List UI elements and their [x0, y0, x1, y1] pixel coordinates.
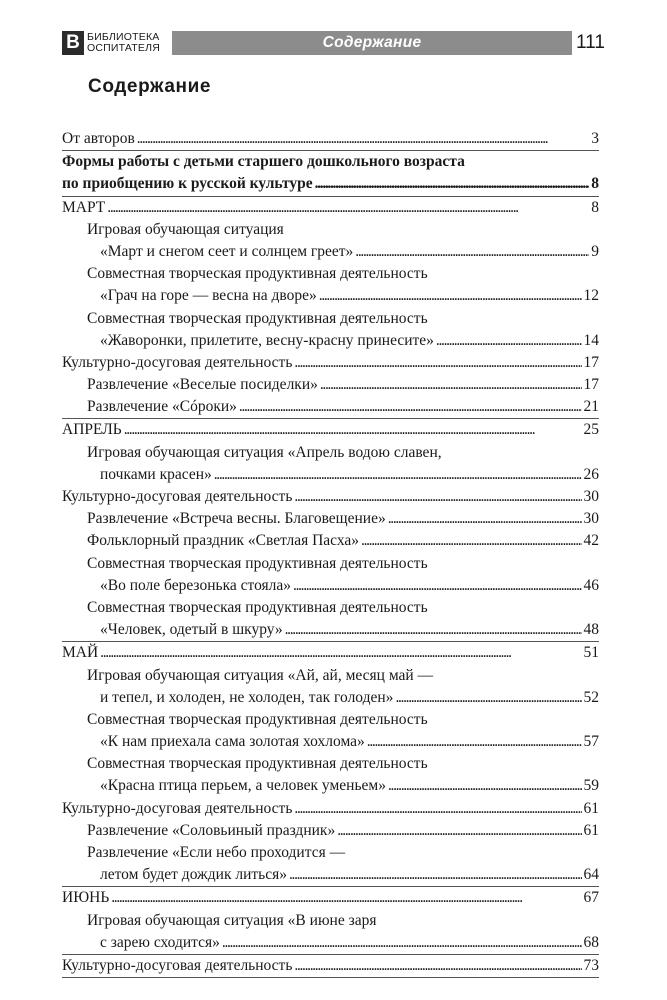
toc-group	[62, 197, 599, 420]
toc-entry-title: Игровая обучающая ситуация «Ай, ай, месяц май —	[87, 666, 434, 684]
toc-entry[interactable]	[62, 597, 599, 619]
toc-entry-title: «Жаворонки, прилетите, весну-красну принесите»	[100, 331, 434, 349]
toc-entry-title: Развлечение «Встреча весны. Благовещение»	[87, 510, 386, 528]
toc-entry[interactable]	[62, 842, 599, 864]
toc-entry-title: Игровая обучающая ситуация «В июне заря	[87, 911, 377, 929]
running-header	[62, 31, 607, 55]
toc-entry-title: «Во поле березонька стояла»	[100, 576, 292, 594]
toc-entry[interactable]	[62, 775, 599, 797]
toc-entry[interactable]	[62, 486, 599, 508]
dot-leader	[315, 173, 590, 195]
toc-entry[interactable]	[62, 173, 599, 195]
toc-entry[interactable]	[62, 464, 599, 486]
toc-entry-title: Совместная творческая продуктивная деятельность	[87, 598, 428, 616]
series-logo	[62, 31, 172, 55]
toc-entry-title: Культурно-досуговая деятельность	[62, 799, 293, 817]
toc-entry[interactable]	[62, 419, 599, 441]
dot-leader	[367, 731, 582, 753]
toc-entry-page: 57	[583, 733, 599, 751]
toc-entry-title: по приобщению к русской культуре	[62, 175, 313, 193]
toc-entry[interactable]	[62, 285, 599, 307]
dot-leader	[337, 820, 581, 842]
toc-entry-title: Фольклорный праздник «Светлая Пасха»	[87, 532, 360, 550]
section-title: Содержание	[322, 34, 422, 51]
toc-entry-title: АПРЕЛЬ	[62, 421, 122, 439]
toc-entry[interactable]	[62, 442, 599, 464]
toc-entry-title: Культурно-досуговая деятельность	[62, 956, 293, 974]
toc-group	[62, 128, 599, 151]
toc-entry-title: и тепел, и холоден, не холоден, так голоден»	[100, 688, 394, 706]
toc-group	[62, 419, 599, 642]
dot-leader	[388, 508, 582, 530]
toc-entry-title: МАЙ	[62, 644, 99, 662]
dot-leader	[285, 619, 582, 641]
toc-entry[interactable]	[62, 687, 599, 709]
toc-entry-title: Совместная творческая продуктивная деятельность	[87, 554, 428, 572]
toc-entry[interactable]	[62, 887, 599, 909]
toc-entry-title: «Март и снегом сеет и солнцем греет»	[100, 242, 354, 260]
toc-entry[interactable]	[62, 197, 599, 219]
toc-entry-title: почками красен»	[100, 465, 212, 483]
toc-entry-title: «К нам приехала сама золотая хохлома»	[100, 733, 365, 751]
toc-entry[interactable]	[62, 731, 599, 753]
toc-entry[interactable]	[62, 508, 599, 530]
toc-entry-page: 14	[583, 331, 599, 349]
toc-entry-page: 26	[583, 465, 599, 483]
toc-entry[interactable]	[62, 330, 599, 352]
logo-letter: B	[62, 31, 84, 55]
toc-group	[62, 151, 599, 196]
toc-entry-page: 17	[583, 353, 599, 371]
toc-entry[interactable]	[62, 864, 599, 886]
dot-leader	[294, 486, 581, 508]
toc-group	[62, 955, 599, 978]
toc-entry[interactable]	[62, 932, 599, 954]
toc-entry[interactable]	[62, 820, 599, 842]
dot-leader	[294, 955, 581, 977]
toc-entry[interactable]	[62, 709, 599, 731]
toc-entry-title: Совместная творческая продуктивная деятельность	[87, 265, 428, 283]
toc-entry-title: От авторов	[62, 130, 135, 147]
toc-entry-title: «Грач на горе — весна на дворе»	[100, 287, 317, 305]
toc-entry-page: 8	[591, 175, 599, 193]
toc-entry[interactable]	[62, 798, 599, 820]
table-of-contents	[62, 128, 599, 978]
toc-entry-title: Культурно-досуговая деятельность	[62, 488, 293, 505]
toc-entry[interactable]	[62, 530, 599, 552]
toc-entry-title: МАРТ	[62, 198, 106, 216]
dot-leader	[214, 464, 582, 486]
toc-entry-title: «Человек, одетый в шкуру»	[100, 621, 283, 639]
toc-entry[interactable]	[62, 553, 599, 575]
toc-entry-page: 17	[583, 376, 599, 394]
toc-entry-title: Развлечение «Соловьиный праздник»	[87, 821, 336, 839]
toc-entry-page: 64	[583, 866, 599, 884]
dot-leader	[107, 197, 589, 219]
toc-entry-page: 25	[583, 421, 599, 439]
toc-entry-title: Совместная творческая продуктивная деятельность	[87, 755, 428, 773]
toc-entry[interactable]	[62, 753, 599, 775]
toc-entry-page: 30	[583, 488, 599, 505]
toc-entry-page: 3	[591, 130, 599, 147]
toc-entry[interactable]	[62, 219, 599, 241]
toc-entry[interactable]	[62, 241, 599, 263]
dot-leader	[124, 419, 582, 441]
dot-leader	[111, 887, 581, 909]
dot-leader	[319, 285, 582, 307]
toc-entry[interactable]	[62, 619, 599, 641]
dot-leader	[294, 352, 581, 374]
logo-text	[87, 32, 160, 54]
toc-entry-page: 61	[583, 821, 599, 839]
toc-entry[interactable]	[62, 308, 599, 330]
dot-leader	[137, 128, 589, 150]
toc-entry-page: 8	[591, 198, 599, 216]
dot-leader	[395, 687, 581, 709]
toc-group	[62, 642, 599, 887]
toc-entry-page: 30	[583, 510, 599, 528]
toc-entry-page: 68	[583, 933, 599, 951]
toc-entry-page: 51	[583, 644, 599, 662]
toc-group	[62, 887, 599, 955]
toc-entry-title: Культурно-досуговая деятельность	[62, 353, 293, 371]
toc-entry-title: Развлечение «Если небо проходится —	[87, 844, 346, 861]
toc-entry[interactable]	[62, 263, 599, 285]
toc-entry-page: 9	[591, 242, 599, 260]
toc-entry[interactable]	[62, 575, 599, 597]
toc-entry[interactable]	[62, 352, 599, 374]
toc-entry-title: Развлечение «Сóроки»	[87, 398, 237, 416]
toc-entry-title: ИЮНЬ	[62, 889, 110, 907]
toc-entry-title: Игровая обучающая ситуация «Апрель водою славен,	[87, 443, 442, 461]
toc-entry-page: 59	[583, 777, 599, 795]
page-number: 111	[576, 32, 605, 53]
toc-entry-page: 73	[583, 956, 599, 974]
toc-entry[interactable]	[62, 151, 599, 173]
toc-entry-page: 12	[583, 287, 599, 305]
toc-entry-title: Игровая обучающая ситуация	[87, 220, 284, 238]
toc-entry[interactable]	[62, 642, 599, 664]
page-title: Содержание	[88, 76, 212, 97]
toc-entry-page: 46	[583, 576, 599, 594]
toc-entry-page: 42	[583, 532, 599, 550]
toc-entry-page: 61	[583, 799, 599, 817]
logo-line-2: ОСПИТАТЕЛЯ	[87, 42, 160, 54]
toc-entry[interactable]	[62, 374, 599, 396]
toc-entry[interactable]	[62, 128, 599, 150]
dot-leader	[222, 932, 582, 954]
toc-entry-page: 67	[583, 889, 599, 907]
dot-leader	[100, 642, 581, 664]
dot-leader	[355, 241, 589, 263]
dot-leader	[293, 575, 581, 597]
dot-leader	[388, 775, 582, 797]
toc-entry-page: 52	[583, 688, 599, 706]
dot-leader	[436, 330, 582, 352]
toc-entry-title: Совместная творческая продуктивная деятельность	[87, 309, 428, 327]
dot-leader	[239, 396, 582, 418]
dot-leader	[320, 374, 582, 396]
toc-entry[interactable]	[62, 396, 599, 418]
toc-entry-page: 48	[583, 621, 599, 639]
toc-entry-title: Развлечение «Веселые посиделки»	[87, 376, 318, 394]
toc-entry-title: Формы работы с детьми старшего дошкольного возраста	[62, 153, 465, 171]
toc-entry[interactable]	[62, 910, 599, 932]
logo-line-1: БИБЛИОТЕКА	[87, 31, 160, 43]
toc-entry-page: 21	[583, 398, 599, 416]
dot-leader	[361, 530, 581, 552]
toc-entry-title: Совместная творческая продуктивная деятельность	[87, 710, 428, 728]
section-bar	[172, 31, 572, 55]
dot-leader	[294, 798, 581, 820]
toc-entry[interactable]	[62, 665, 599, 687]
toc-entry-title: с зарею сходится»	[100, 933, 220, 951]
toc-entry-title: летом будет дождик литься»	[100, 866, 287, 884]
toc-entry[interactable]	[62, 955, 599, 977]
toc-entry-title: «Красна птица перьем, а человек уменьем»	[100, 777, 386, 795]
dot-leader	[289, 864, 582, 886]
